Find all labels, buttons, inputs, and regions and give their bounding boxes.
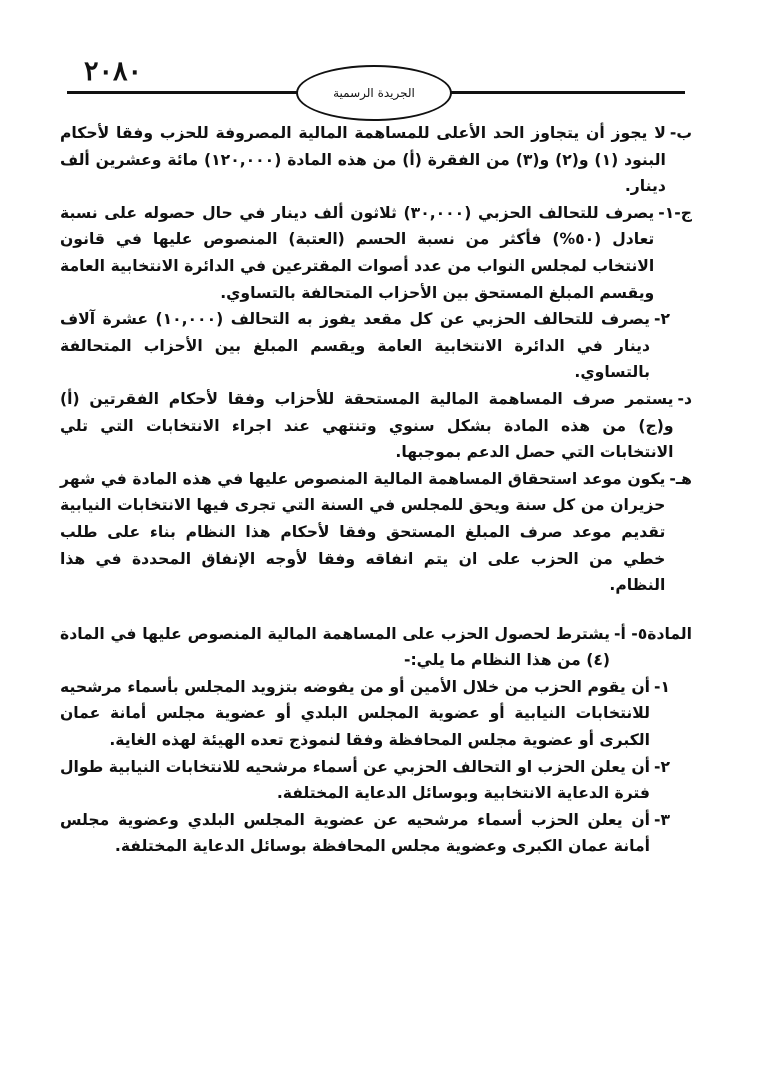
page-number: ٢٠٨٠	[84, 56, 143, 87]
clause-c-1	[60, 200, 692, 306]
journal-title: الجريدة الرسمية	[333, 86, 415, 100]
clause-text: يصرف للتحالف الحزبي عن كل مقعد يفوز به التحالف (١٠,٠٠٠) عشرة آلاف دينار في الدائرة الانتخابية العامة ويقسم المبلغ بين الأحزاب المتحالفة بالتساوي.	[60, 310, 650, 382]
journal-title-badge	[296, 65, 452, 121]
clause-text: لا يجوز أن يتجاوز الحد الأعلى للمساهمة المالية المصروفة للحزب وفقا لأحكام البنود (١) و(٢) و(٣) من الفقرة (أ) من هذه المادة (١٢٠,٠٠٠) مائة وعشرين ألف دينار.	[60, 124, 666, 196]
clause-text: يصرف للتحالف الحزبي (٣٠,٠٠٠) ثلاثون ألف دينار في حال حصوله على نسبة تعادل (٥٠%) فأكثر من نسبة الحسم (العتبة) المنصوص عليها في قانون الانتخاب لمجلس النواب من عدد أصوات المقترعين في الدائرة الانتخابية العامة ويقسم المبلغ المستحق بين الأحزاب المتحالفة بالتساوي.	[60, 203, 655, 302]
condition-text: أن يعلن الحزب أسماء مرشحيه عن عضوية المجلس البلدي وعضوية مجلس أمانة عمان الكبرى وعضوية مجلس المحافظة بوسائل الدعاية المختلفة.	[60, 810, 650, 856]
condition-3	[60, 807, 692, 860]
clause-label: د-	[677, 389, 692, 408]
article-label: المادة٥- أ-	[614, 624, 692, 643]
article-5-a	[60, 621, 692, 674]
clause-label: ب-	[669, 124, 692, 142]
condition-label: ١-	[653, 677, 670, 696]
condition-1	[60, 674, 692, 754]
clause-b	[60, 120, 692, 200]
clause-c-2	[60, 306, 692, 386]
clause-label: هـ-	[669, 469, 692, 488]
condition-label: ٢-	[653, 757, 670, 776]
clause-e	[60, 466, 692, 599]
clause-text: يكون موعد استحقاق المساهمة المالية المنصوص عليها في هذه المادة في شهر حزيران من كل سنة ويحق للمجلس في السنة التي تجرى فيها الانتخابات النيابية تقديم موعد صرف المبلغ المستحق وفقا لأحكام هذا النظام بناء على طلب خطي من الحزب على ان يتم انفاقه وفقا لأوجه الإنفاق المحددة في هذا النظام.	[60, 469, 666, 595]
clause-label: ٢-	[653, 310, 670, 329]
clause-label: ج-١-	[658, 203, 692, 222]
section-spacer	[60, 599, 692, 621]
condition-label: ٣-	[653, 810, 670, 829]
article-text: يشترط لحصول الحزب على المساهمة المالية المنصوص عليها في المادة (٤) من هذا النظام ما يلي:-	[60, 624, 611, 670]
document-body	[60, 120, 692, 860]
clause-d	[60, 386, 692, 466]
condition-2	[60, 754, 692, 807]
condition-text: أن يقوم الحزب من خلال الأمين أو من يفوضه بتزويد المجلس بأسماء مرشحيه للانتخابات النيابية أو عضوية المجلس البلدي أو عضوية مجلس أمانة عمان الكبرى أو عضوية مجلس المحافظة وفقا لنموذج تعده الهيئة لهذه الغاية.	[60, 677, 650, 750]
condition-text: أن يعلن الحزب او التحالف الحزبي عن أسماء مرشحيه للانتخابات النيابية طوال فترة الدعاية الانتخابية وبوسائل الدعاية المختلفة.	[60, 757, 650, 803]
clause-text: يستمر صرف المساهمة المالية المستحقة للأحزاب وفقا لأحكام الفقرتين (أ) و(ج) من هذه المادة بشكل سنوي وتنتهي عند اجراء الانتخابات التي تلي الانتخابات التي حصل الدعم بموجبها.	[60, 389, 674, 462]
